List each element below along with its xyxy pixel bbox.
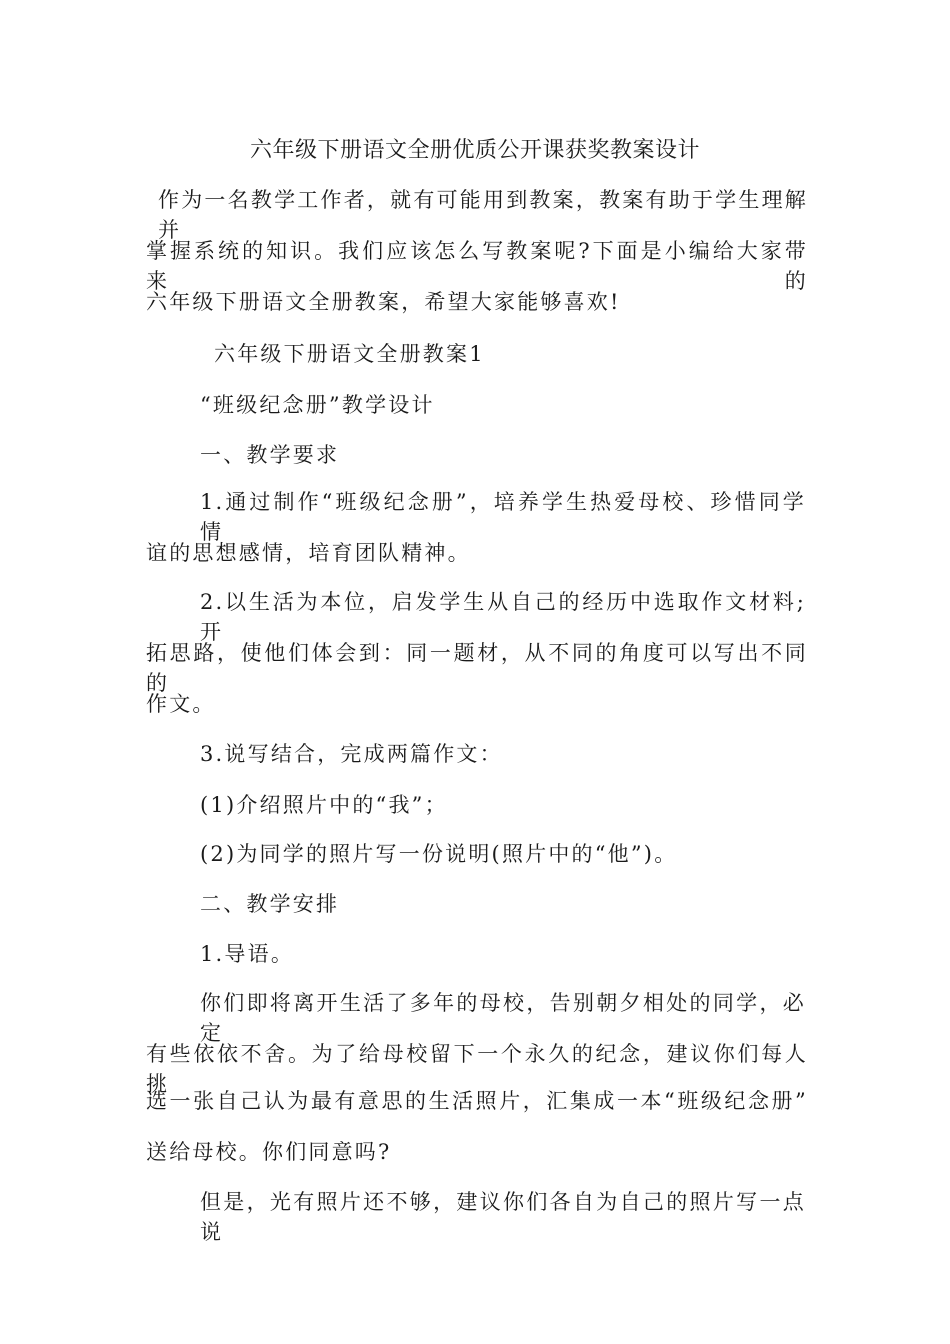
requirement-3-item-1: (1)介绍照片中的“我”；: [200, 793, 448, 817]
requirement-1-line-1: 1.通过制作“班级纪念册”，培养学生热爱母校、珍惜同学情: [200, 490, 806, 544]
lesson-subheading: “班级纪念册”教学设计: [200, 393, 435, 417]
requirement-3: 3.说写结合，完成两篇作文：: [200, 742, 503, 766]
intro-line-1: 作为一名教学工作者，就有可能用到教案，教案有助于学生理解并: [158, 188, 808, 242]
intro-line-2: 掌握系统的知识。我们应该怎么写教案呢?下面是小编给大家带来的: [146, 239, 808, 293]
requirement-2-line-2: 拓思路，使他们体会到：同一题材，从不同的角度可以写出不同的: [146, 641, 808, 695]
requirement-2-line-3: 作文。: [146, 692, 216, 716]
section-heading-1: 一、教学要求: [200, 443, 340, 467]
requirement-1-line-2: 谊的思想感情，培育团队精神。: [146, 541, 471, 565]
intro-speech-line-2: 有些依依不舍。为了给母校留下一个永久的纪念，建议你们每人挑: [146, 1042, 808, 1096]
requirement-2-line-1: 2.以生活为本位，启发学生从自己的经历中选取作文材料;开: [200, 590, 806, 644]
lesson-heading: 六年级下册语文全册教案1: [214, 342, 485, 366]
section-heading-2: 二、教学安排: [200, 892, 340, 916]
intro-speech-line-1: 你们即将离开生活了多年的母校，告别朝夕相处的同学，必定: [200, 991, 806, 1045]
document-title: 六年级下册语文全册优质公开课获奖教案设计: [249, 138, 700, 163]
followup-line-1: 但是，光有照片还不够，建议你们各自为自己的照片写一点说: [200, 1190, 806, 1244]
intro-speech-line-3: 选一张自己认为最有意思的生活照片，汇集成一本“班级纪念册”: [146, 1089, 808, 1113]
arrangement-1: 1.导语。: [200, 942, 295, 966]
requirement-3-item-2: (2)为同学的照片写一份说明(照片中的“他”)。: [200, 842, 678, 866]
intro-line-3: 六年级下册语文全册教案，希望大家能够喜欢!: [146, 290, 621, 314]
intro-speech-line-4: 送给母校。你们同意吗?: [146, 1140, 392, 1164]
